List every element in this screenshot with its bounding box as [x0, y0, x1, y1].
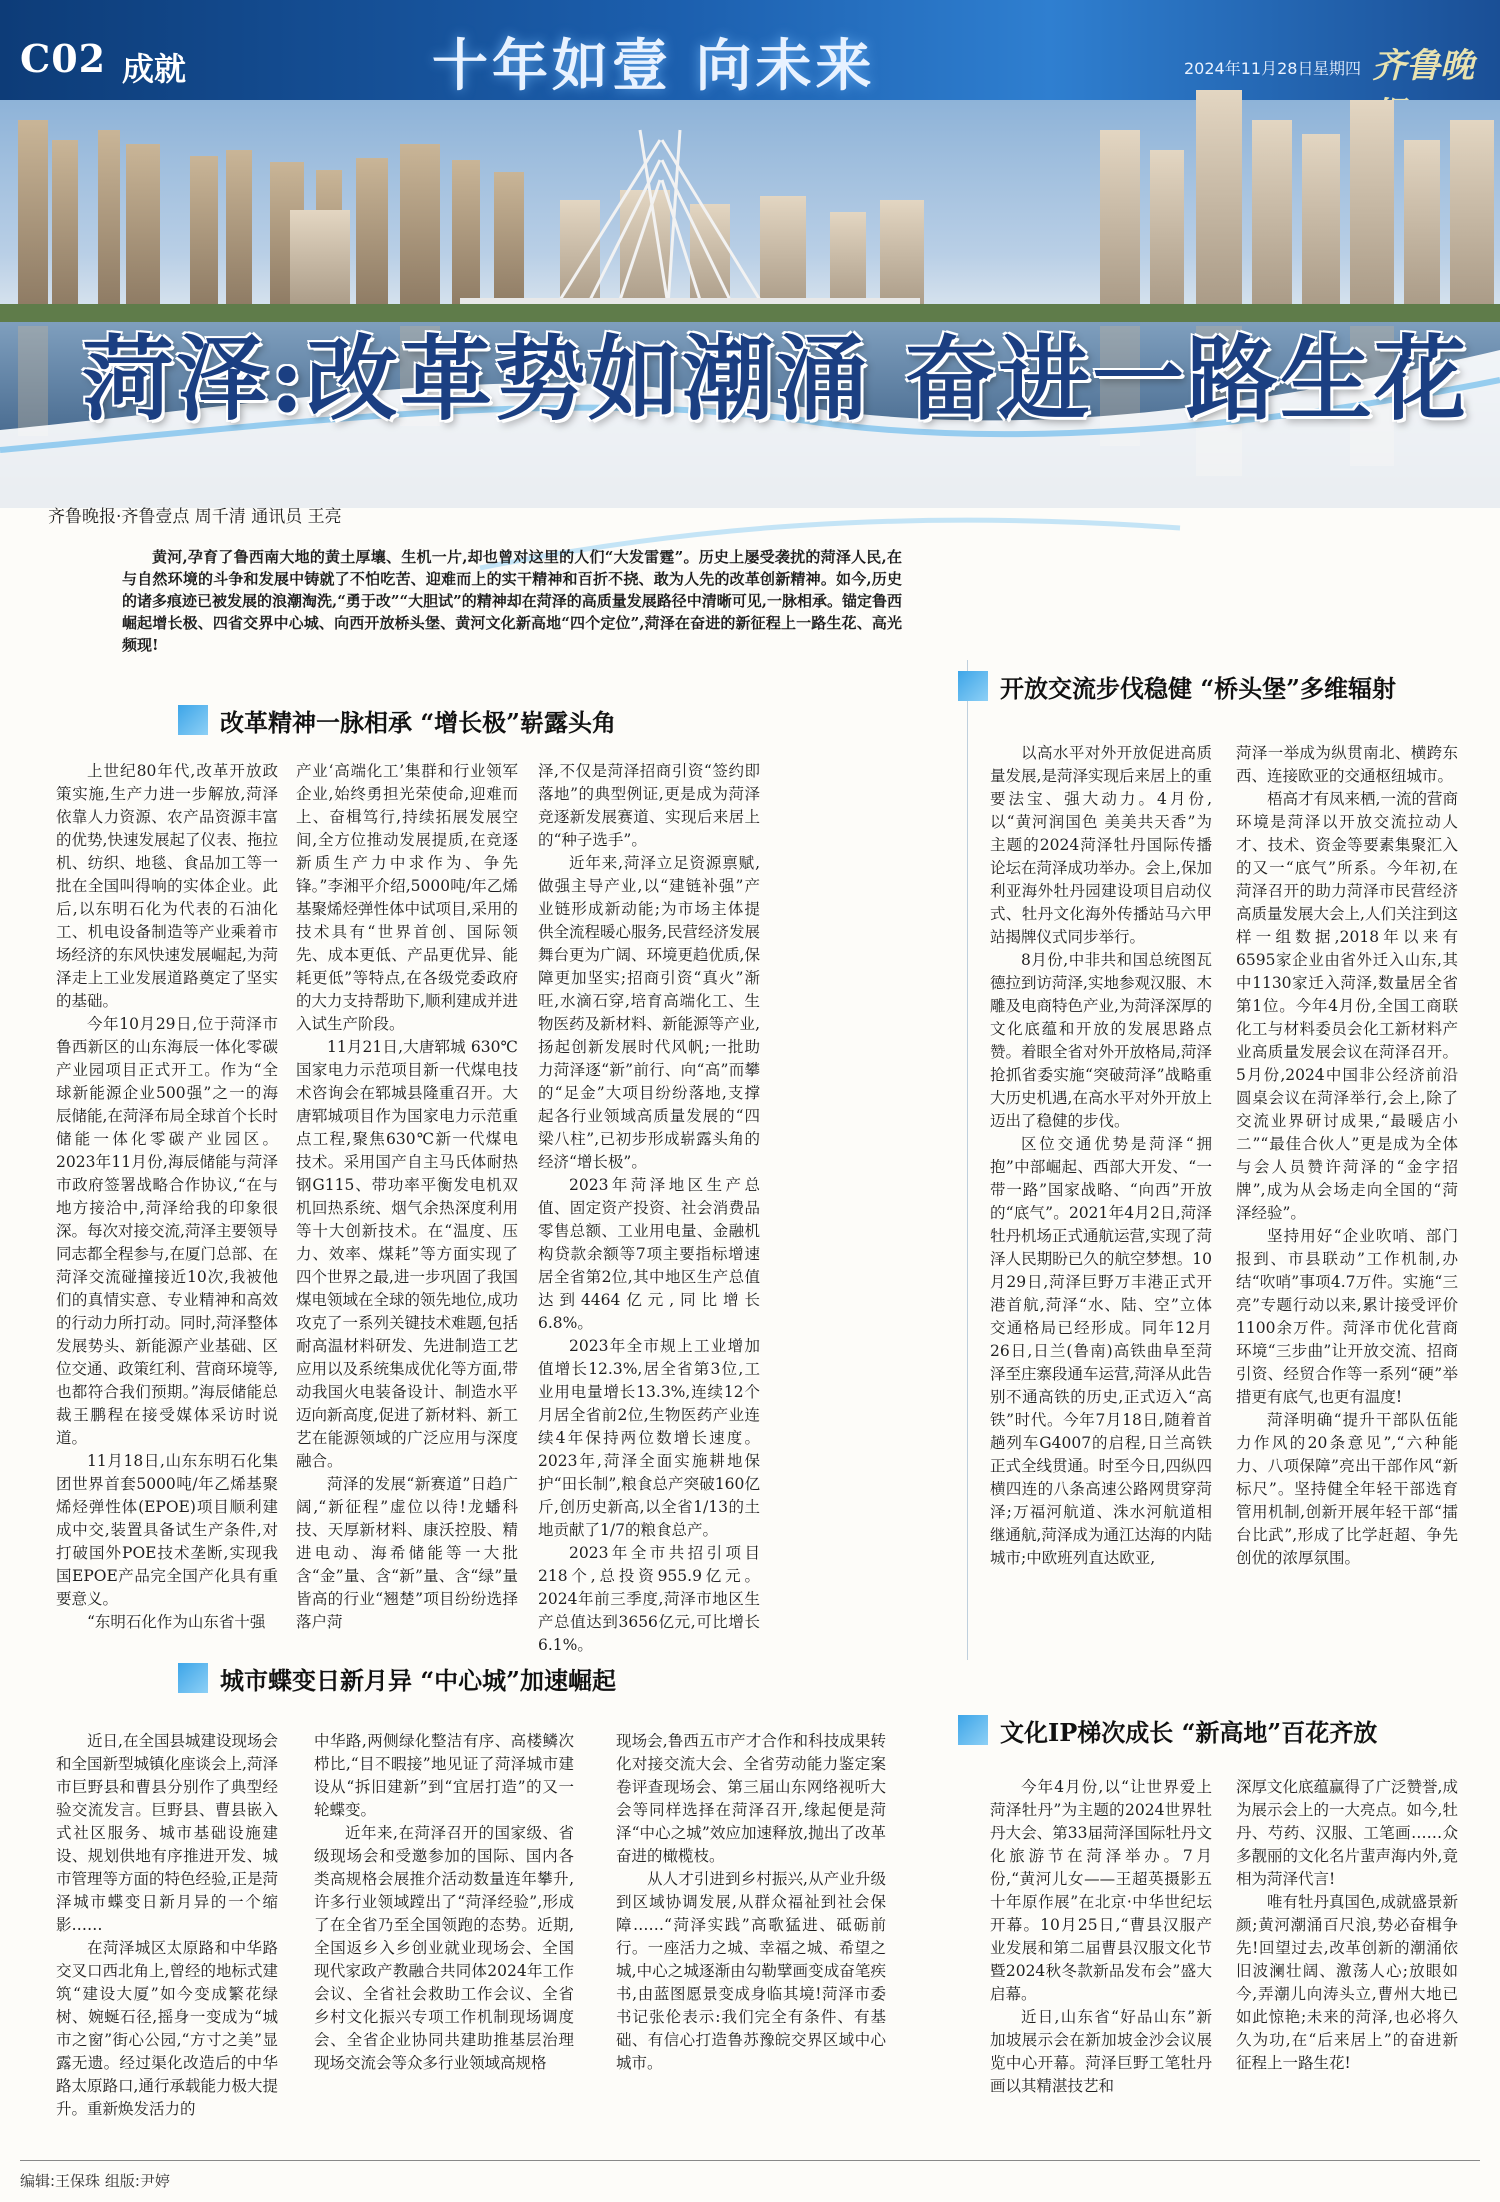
byline: 齐鲁晚报·齐鲁壹点 周千清 通讯员 王亮 — [48, 507, 342, 527]
section-heading-center-city — [178, 1660, 678, 1696]
section-name: 成就 — [122, 50, 187, 88]
paragraph: 菏泽的发展“新赛道”日趋广阔,“新征程”虚位以待!龙蟠科技、天厚新材料、康沃控股、精进电动、海希储能等一大批含“金”量、含“新”量、含“绿”量皆高的行业“翘楚”项目纷纷选择落户菏 — [296, 1475, 518, 1631]
paragraph: 区位交通优势是菏泽“拥抱”中部崛起、西部大开发、“一带一路”国家战略、“向西”开放的“底气”。2021年4月2日,菏泽牡丹机场正式通航运营,实现了菏泽人民期盼已久的航空梦想。10月29日,菏泽巨野万丰港正式开港首航,菏泽“水、陆、空”立体交通格局已经形成。同年12月26日,日兰(鲁南)高铁曲阜至菏泽至庄寨段通车运营,菏泽从此告别不通高铁的历史,正式迈入“高铁”时代。今年7月18日,随着首趟列车G4007的启程,日兰高铁正式全线贯通。时至今日,四纵四横四连的八条高速公路网贯穿菏泽;万福河航道、洙水河航道相继通航,菏泽成为通江达海的内陆城市;中欧班列直达欧亚, — [990, 1135, 1212, 1567]
paragraph: 坚持用好“企业吹哨、部门报到、市县联动”工作机制,办结“吹哨”事项4.7万件。实施“三亮”专题行动以来,累计接受评价1100余万件。菏泽市优化营商环境“三步曲”让开放交流、招商引资、经贸合作等一系列“硬”举措更有底气,也更有温度! — [1236, 1227, 1458, 1406]
paragraph: 8月份,中非共和国总统图瓦德拉到访菏泽,实地参观汉服、木雕及电商特色产业,为菏泽深厚的文化底蕴和开放的发展思路点赞。着眼全省对外开放格局,菏泽抢抓省委实施“突破菏泽”战略重大历史机遇,在高水平对外开放上迈出了稳健的步伐。 — [990, 951, 1212, 1130]
editor-credits: 编辑:王保珠 组版:尹婷 — [20, 2172, 170, 2190]
heading-square-icon — [178, 705, 208, 735]
masthead-slogan: 十年如壹 向未来 — [432, 34, 876, 99]
city-skyline-illustration — [0, 100, 1500, 508]
publication-weekday: 星期四 — [1313, 59, 1362, 78]
article-column-6 — [56, 1730, 278, 2150]
section-heading-growth-pole — [178, 702, 678, 738]
paragraph: 2023年菏泽地区生产总值、固定资产投资、社会消费品零售总额、工业用电量、金融机构贷款余额等7项主要指标增速居全省第2位,其中地区生产总值达到4464亿元,同比增长6.8%。 — [538, 1176, 760, 1332]
paragraph: 在菏泽城区太原路和中华路交叉口西北角上,曾经的地标式建筑“建设大厦”如今变成繁花绿树、婉蜒石径,摇身一变成为“城市之窗”街心公园,“方寸之美”显露无遗。经过渠化改造后的中华路太原路口,通行承载能力极大提升。重新焕发活力的 — [56, 1939, 278, 2118]
hero-image — [0, 100, 1500, 508]
paragraph: 今年10月29日,位于菏泽市鲁西新区的山东海辰一体化零碳产业园项目正式开工。作为“全球新能源企业500强”之一的海辰储能,在菏泽布局全球首个长时储能一体化零碳产业园区。2023年11月份,海辰储能与菏泽市政府签署战略合作协议,“在与地方接洽中,菏泽给我的印象很深。每次对接交流,菏泽主要领导同志都全程参与,在厦门总部、在菏泽交流碰撞接近10次,我被他们的真情实意、专业精神和高效的行动力所打动。同时,菏泽整体发展势头、新能源产业基础、区位交通、政策红利、营商环境等,也都符合我们预期。”海辰储能总裁王鹏程在接受媒体采访时说道。 — [56, 1015, 278, 1447]
paragraph: 现场会,鲁西五市产才合作和科技成果转化对接交流大会、全省劳动能力鉴定案卷评查现场会、第三届山东网络视听大会等同样选择在菏泽召开,缘起便是菏泽“中心之城”效应加速释放,抛出了改革奋进的橄榄枝。 — [616, 1732, 886, 1865]
masthead — [0, 0, 1500, 100]
article-column-9 — [990, 1776, 1212, 2150]
paragraph: 泽,不仅是菏泽招商引资“签约即落地”的典型例证,更是成为菏泽竞逐新发展赛道、实现后来居上的“种子选手”。 — [538, 762, 760, 849]
section-title: 文化IP梯次成长 “新高地”百花齐放 — [1000, 1717, 1378, 1747]
paragraph: 11月21日,大唐郓城 630℃国家电力示范项目新一代煤电技术咨询会在郓城县隆重召开。大唐郓城项目作为国家电力示范重点工程,聚焦630℃新一代煤电技术。采用国产自主马氏体耐热钢G115、带功率平衡发电机双机回热系统、烟气余热深度利用等十大创新技术。在“温度、压力、效率、煤耗”等方面实现了四个世界之最,进一步巩固了我国煤电领域在全球的领先地位,成功攻克了一系列关键技术难题,包括耐高温材料研发、先进制造工艺应用以及系统集成优化等方面,带动我国火电装备设计、制造水平迈向新高度,促进了新材料、新工艺在能源领域的广泛应用与深度融合。 — [296, 1038, 518, 1470]
paragraph: 2023年全市规上工业增加值增长12.3%,居全省第3位,工业用电量增长13.3%,连续12个月居全省前2位,生物医药产业连续4年保持两位数增长速度。2023年,菏泽全面实施耕地保护“田长制”,粮食总产突破160亿斤,创历史新高,以全省1/13的土地贡献了1/7的粮食总产。 — [538, 1337, 760, 1539]
paragraph: 产业‘高端化工’集群和行业领军企业,始终勇担光荣使命,迎难而上、奋楫笃行,持续拓展发展空间,全方位推动发展提质,在竞逐新质生产力中求作为、争先锋。”李湘平介绍,5000吨/年乙烯基聚烯烃弹性体中试项目,采用的技术具有“世界首创、国际领先、成本更低、产品更优异、能耗更低”等特点,在各级党委政府的大力支持帮助下,顺利建成并进入试生产阶段。 — [296, 762, 518, 1033]
paragraph: 深厚文化底蕴赢得了广泛赞誉,成为展示会上的一大亮点。如今,牡丹、芍药、汉服、工笔画……众多靓丽的文化名片蜚声海内外,竟相为菏泽代言! — [1236, 1778, 1458, 1888]
headline: 菏泽:改革势如潮涌 奋进一路生花 — [82, 325, 1468, 433]
heading-square-icon — [958, 671, 988, 701]
paragraph: 上世纪80年代,改革开放政策实施,生产力进一步解放,菏泽依靠人力资源、农产品资源丰富的优势,快速发展起了仪表、拖拉机、纺织、地毯、食品加工等一批在全国叫得响的实体企业。此后,以东明石化为代表的石油化工、机电设备制造等产业乘着市场经济的东风快速发展崛起,为菏泽走上工业发展道路奠定了坚实的基础。 — [56, 762, 278, 1010]
paragraph: 近年来,在菏泽召开的国家级、省级现场会和受邀参加的国际、国内各类高规格会展推介活动数量连年攀升,许多行业领域蹚出了“菏泽经验”,形成了在全省乃至全国领跑的态势。近期,全国返乡入乡创业就业现场会、全国现代家政产教融合共同体2024年工作会议、全省社会救助工作会议、全省乡村文化振兴专项工作机制现场调度会、全省企业协同共建助推基层治理现场交流会等众多行业领域高规格 — [314, 1824, 574, 2072]
heading-square-icon — [958, 1715, 988, 1745]
article-column-1 — [56, 760, 278, 1631]
publication-date: 2024年11月28日 — [1184, 59, 1314, 78]
paragraph: 梧高才有凤来栖,一流的营商环境是菏泽以开放交流拉动人才、技术、资金等要素集聚汇入的又一“底气”所系。今年初,在菏泽召开的助力菏泽市民营经济高质量发展大会上,人们关注到这样一组数据,2018年以来有6595家企业由省外迁入山东,其中1130家迁入菏泽,数量居全省第1位。今年4月份,全国工商联化工与材料委员会化工新材料产业高质量发展会议在菏泽召开。5月份,2024中国非公经济前沿圆桌会议在菏泽举行,会上,除了交流业界研讨成果,“最暖店小二”“最佳合伙人”更是成为全体与会人员赞许菏泽的“金字招牌”,成为从会场走向全国的“菏泽经验”。 — [1236, 790, 1458, 1222]
paragraph: 近日,在全国县城建设现场会和全国新型城镇化座谈会上,菏泽市巨野县和曹县分别作了典型经验交流发言。巨野县、曹县嵌入式社区服务、城市基础设施建设、规划供地有序推进开发、城市管理等方面的特色经验,正是菏泽城市蝶变日新月异的一个缩影…… — [56, 1732, 278, 1934]
article-column-5 — [1236, 742, 1458, 1662]
intro-paragraph: 黄河,孕育了鲁西南大地的黄土厚壤、生机一片,却也曾对这里的人们“大发雷霆”。历史上屡受袭扰的菏泽人民,在与自然环境的斗争和发展中铸就了不怕吃苦、迎难而上的实干精神和百折不挠、敢为人先的改革创新精神。如今,历史的诸多痕迹已被发展的浪潮淘洗,“勇于改”“大胆试”的精神却在菏泽的高质量发展路径中清晰可见,一脉相承。锚定鲁西崛起增长极、四省交界中心城、向西开放桥头堡、黄河文化新高地“四个定位”,菏泽在奋进的新征程上一路生花、高光频现! — [122, 548, 902, 654]
paragraph: “东明石化作为山东省十强 — [87, 1613, 266, 1631]
article-column-4 — [990, 742, 1212, 1662]
paragraph: 菏泽明确“提升干部队伍能力作风的20条意见”,“六种能力、八项保障”亮出干部作风“新标尺”。坚持健全年轻干部选育管用机制,创新开展年轻干部“擂台比武”,形成了比学赶超、争先创优的浓厚氛围。 — [1236, 1411, 1458, 1567]
paragraph: 以高水平对外开放促进高质量发展,是菏泽实现后来居上的重要法宝、强大动力。4月份,以“黄河润国色 美美共天香”为主题的2024菏泽牡丹国际传播论坛在菏泽成功举办。会上,保加利亚海外牡丹园建设项目启动仪式、牡丹文化海外传播站马六甲站揭牌仪式同步举行。 — [990, 744, 1212, 946]
paragraph: 从人才引进到乡村振兴,从产业升级到区域协调发展,从群众福祉到社会保障……“菏泽实践”高歌猛进、砥砺前行。一座活力之城、幸福之城、希望之城,中心之城逐渐由勾勒擘画变成奋笔疾书,由蓝图愿景变成身临其境!菏泽市委书记张伦表示:我们完全有条件、有基础、有信心打造鲁苏豫皖交界区域中心城市。 — [616, 1870, 886, 2072]
section-heading-culture — [958, 1712, 1478, 1748]
page-number: C02 — [20, 36, 107, 81]
paragraph: 唯有牡丹真国色,成就盛景新颜;黄河潮涌百尺浪,势必奋楫争先!回望过去,改革创新的潮涌依旧波澜壮阔、激荡人心;放眼如今,弄潮儿向涛头立,曹州大地已如此惊艳;未来的菏泽,也必将久久为功,在“后来居上”的奋进新征程上一路生花! — [1236, 1893, 1458, 2072]
paragraph: 近日,山东省“好品山东”新加坡展示会在新加坡金沙会议展览中心开幕。菏泽巨野工笔牡丹画以其精湛技艺和 — [990, 2008, 1212, 2095]
article-column-7 — [314, 1730, 574, 2150]
article-column-10 — [1236, 1776, 1458, 2150]
article-column-3 — [538, 760, 760, 1654]
column-divider — [967, 660, 968, 1660]
article-column-2 — [296, 760, 518, 1631]
paragraph: 近年来,菏泽立足资源禀赋,做强主导产业,以“建链补强”产业链形成新动能;为市场主体提供全流程暖心服务,民营经济发展舞台更为广阔、环境更趋优质,保障更加坚实;招商引资“真火”渐旺,水滴石穿,培育高端化工、生物医药及新材料、新能源等产业,扬起创新发展时代风帆;一批助力菏泽逐“新”前行、向“高”而攀的“足金”大项目纷纷落地,支撑起各行业领域高质量发展的“四梁八柱”,已初步形成崭露头角的经济“增长极”。 — [538, 854, 760, 1171]
paragraph: 中华路,两侧绿化整洁有序、高楼鳞次栉比,“目不暇接”地见证了菏泽城市建设从“拆旧建新”到“宜居打造”的又一轮蝶变。 — [314, 1732, 574, 1819]
article-column-8 — [616, 1730, 886, 2150]
section-title: 城市蝶变日新月异 “中心城”加速崛起 — [220, 1665, 616, 1695]
newspaper-logo: 齐鲁晚 — [1372, 46, 1474, 86]
paragraph: 菏泽一举成为纵贯南北、横跨东西、连接欧亚的交通枢纽城市。 — [1236, 744, 1458, 785]
paragraph: 今年4月份,以“让世界爱上菏泽牡丹”为主题的2024世界牡丹大会、第33届菏泽国际牡丹文化旅游节在菏泽举办。7月份,“黄河儿女——王超英摄影五十年原作展”在北京·中华世纪坛开幕。10月25日,“曹县汉服产业发展和第二届曹县汉服文化节暨2024秋冬款新品发布会”盛大启幕。 — [990, 1778, 1212, 2003]
heading-square-icon — [178, 1663, 208, 1693]
paragraph: 2023年全市共招引项目218个,总投资955.9亿元。2024年前三季度,菏泽市地区生产总值达到3656亿元,可比增长6.1%。 — [538, 1544, 760, 1654]
section-title: 开放交流步伐稳健 “桥头堡”多维辐射 — [1000, 673, 1396, 703]
paragraph: 11月18日,山东东明石化集团世界首套5000吨/年乙烯基聚烯烃弹性体(EPOE)项目顺利建成中交,装置具备试生产条件,对打破国外POE技术垄断,实现我国EPOE产品完全国产化具有重要意义。 — [56, 1452, 278, 1608]
footer-rule — [20, 2160, 1480, 2161]
section-heading-bridgehead — [958, 668, 1478, 704]
section-title: 改革精神一脉相承 “增长极”崭露头角 — [220, 707, 616, 737]
